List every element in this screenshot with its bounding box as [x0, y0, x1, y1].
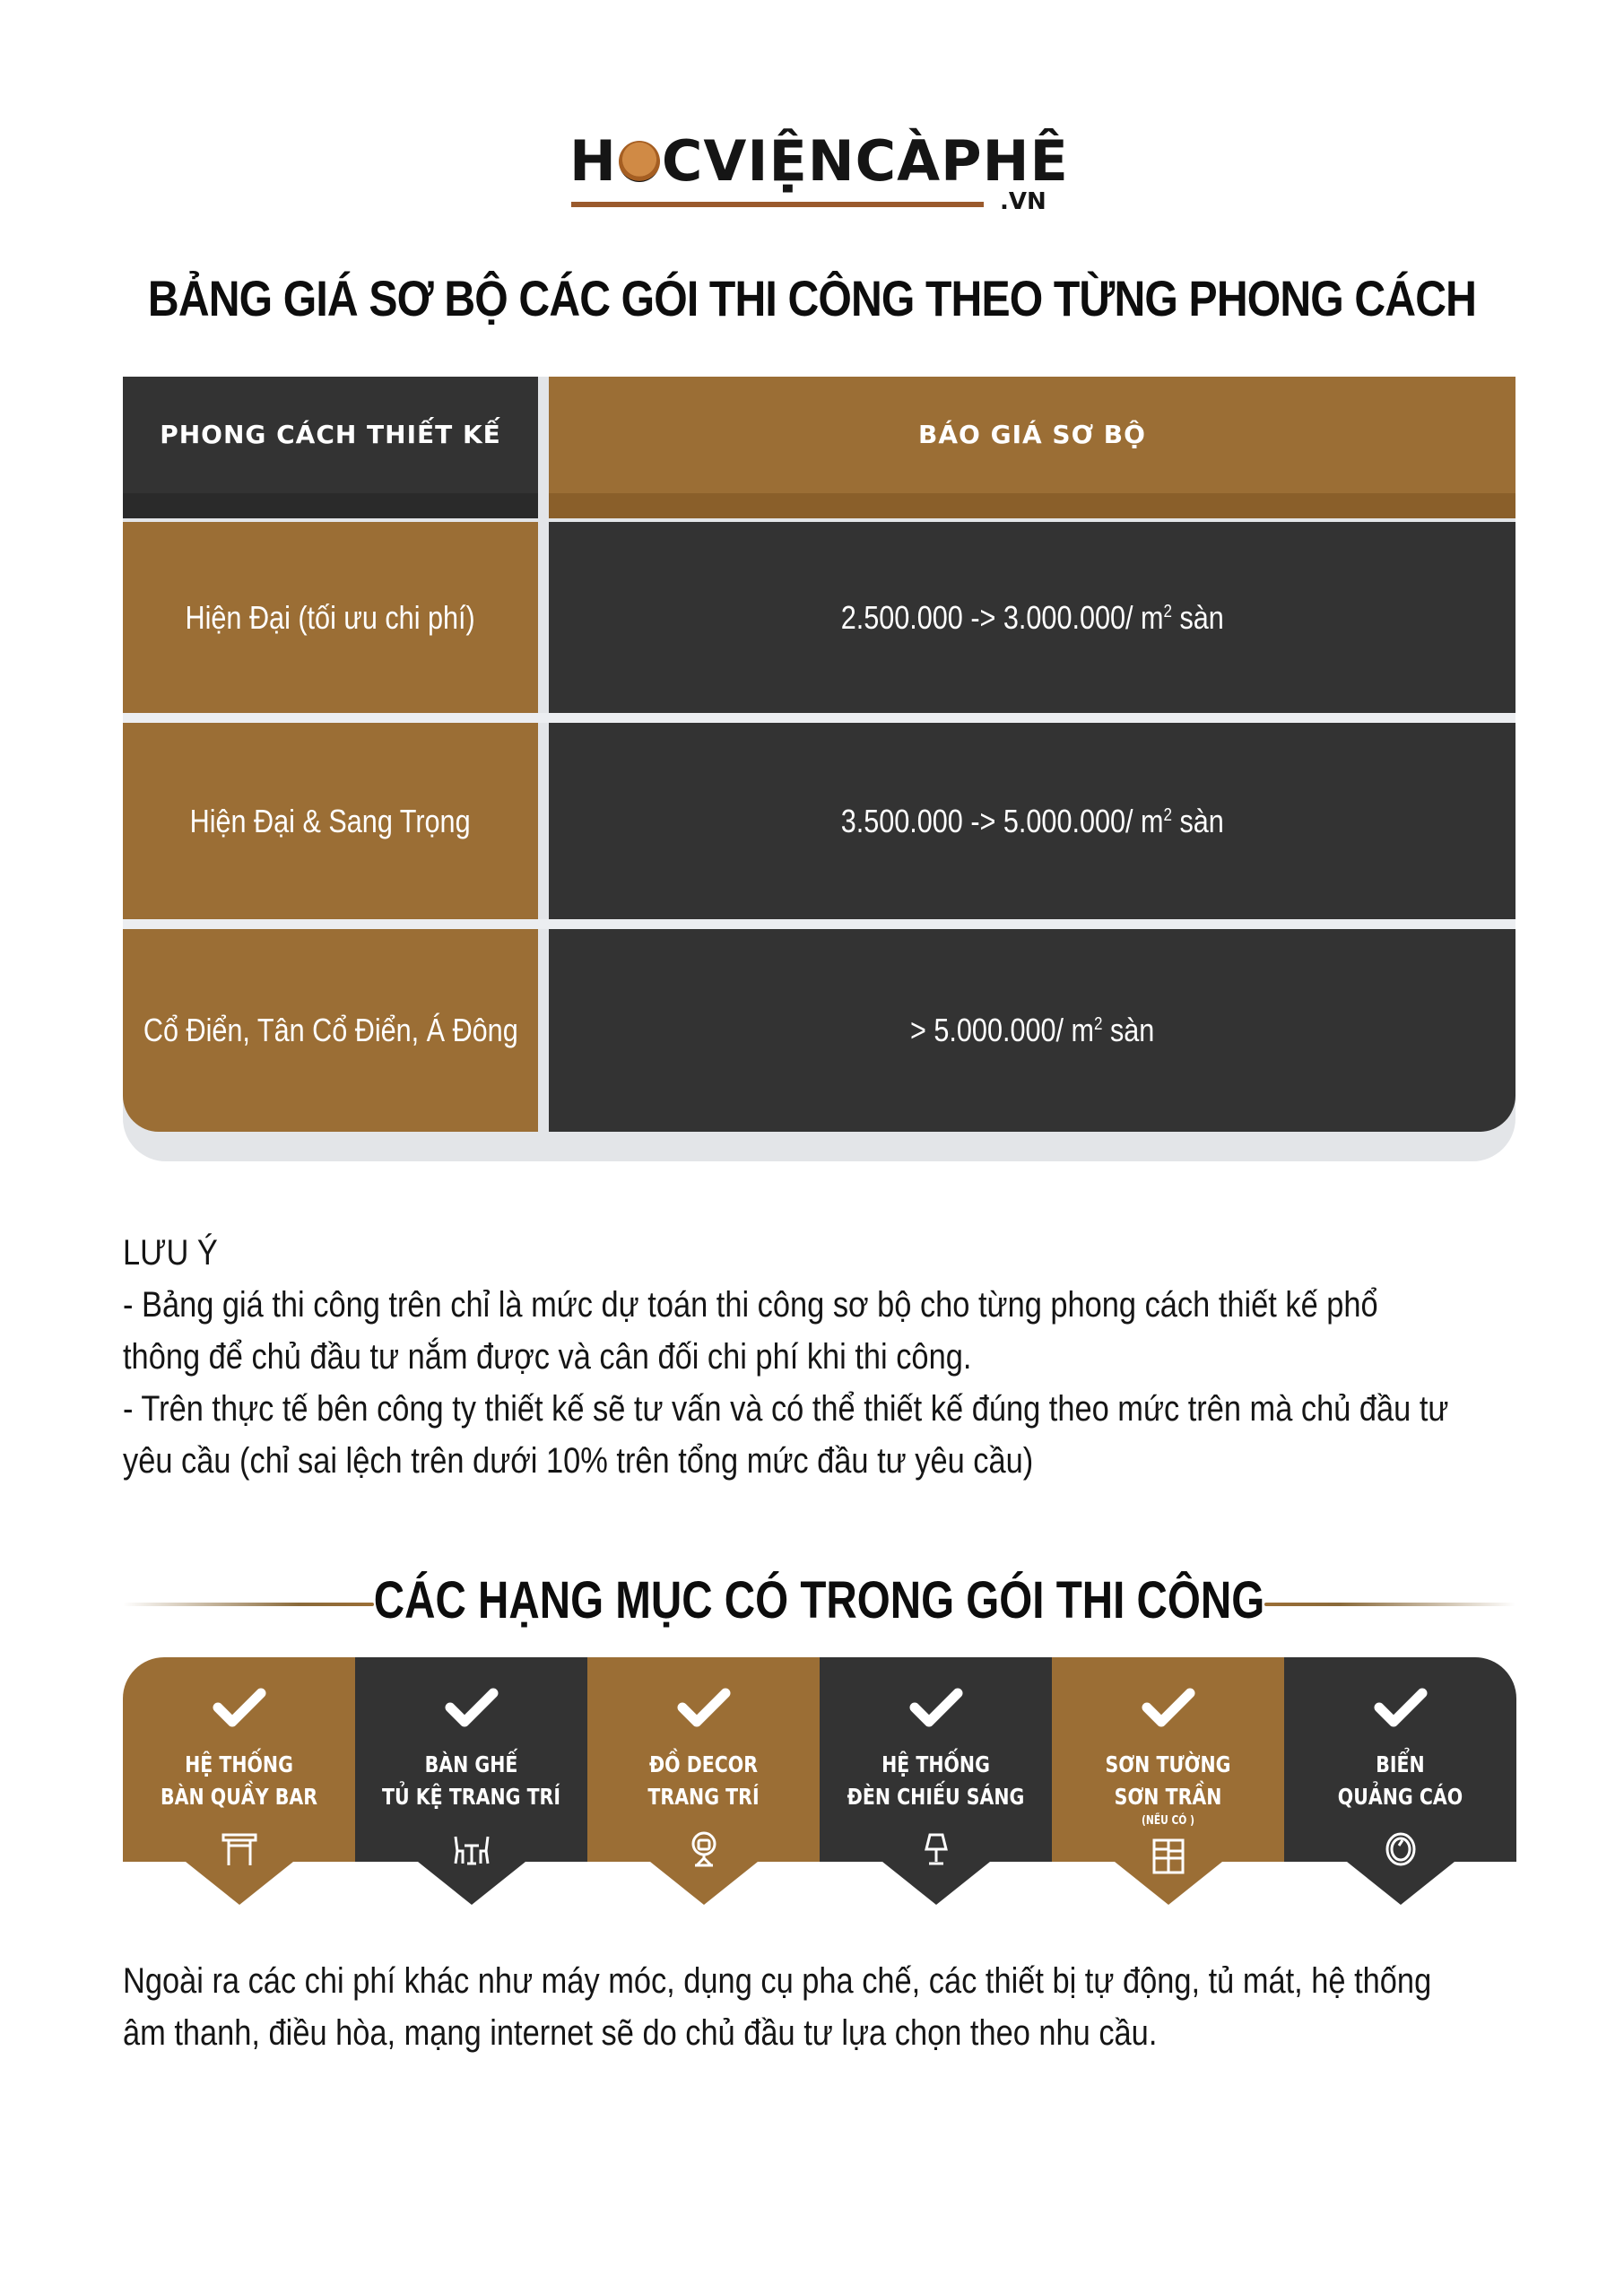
armchair-icon — [684, 1829, 724, 1869]
brand-logo — [569, 126, 1069, 215]
item-label-line1: HỆ THỐNG — [881, 1751, 990, 1777]
footer-line: âm thanh, điều hòa, mạng internet sẽ do chủ đầu tư lựa chọn theo nhu cầu. — [123, 2013, 1158, 2053]
logo-wordmark-rest: CVIỆNCÀPHÊ — [661, 128, 1069, 194]
header-style-label: PHONG CÁCH THIẾT KẾ — [160, 419, 501, 449]
logo-domain-suffix: .VN — [1000, 188, 1046, 215]
table-cell-price — [549, 929, 1515, 1132]
lamp-icon — [916, 1829, 956, 1869]
coffee-cup-icon — [619, 141, 660, 182]
bar-table-icon — [220, 1829, 259, 1869]
row-divider — [123, 919, 1515, 929]
item-label-line1: BIỂN — [1376, 1751, 1425, 1777]
header-price-label: BÁO GIÁ SƠ BỘ — [918, 419, 1146, 449]
price-table — [123, 377, 1515, 1161]
item-label-line2: SƠN TRẦN — [1114, 1784, 1222, 1810]
table-chairs-icon — [452, 1829, 491, 1869]
package-item-decor — [587, 1657, 820, 1908]
style-name: Cổ Điển, Tân Cổ Điển, Á Đông — [143, 1012, 518, 1048]
check-icon — [1142, 1684, 1195, 1729]
item-label-line1: HỆ THỐNG — [185, 1751, 293, 1777]
page-title: BẢNG GIÁ SƠ BỘ CÁC GÓI THI CÔNG THEO TỪNG PHONG CÁCH — [147, 270, 1477, 326]
package-items — [123, 1657, 1515, 1908]
wall-panel-icon — [1149, 1837, 1188, 1876]
check-icon — [909, 1684, 963, 1729]
heading-divider-right — [1264, 1603, 1515, 1606]
table-cell-price — [549, 723, 1515, 919]
section-heading — [123, 1565, 1515, 1637]
logo-letter-h: H — [569, 128, 617, 194]
item-label-line1: BÀN GHẾ — [424, 1751, 518, 1777]
table-cell-style — [123, 522, 538, 713]
table-cell-price — [549, 522, 1515, 713]
notes-line: thông để chủ đầu tư nắm được và cân đối chi phí khi thi công. — [123, 1337, 972, 1377]
item-label-line2: BÀN QUẦY BAR — [161, 1784, 317, 1810]
item-label-line2: TỦ KỆ TRANG TRÍ — [382, 1784, 560, 1810]
notes-line: yêu cầu (chỉ sai lệch trên dưới 10% trên tổng mức đầu tư yêu cầu) — [123, 1441, 1034, 1481]
table-cell-style — [123, 929, 538, 1132]
package-item-painting — [1052, 1657, 1284, 1908]
item-label-line2: ĐÈN CHIẾU SÁNG — [847, 1784, 1025, 1810]
check-icon — [213, 1684, 266, 1729]
item-label-line1: ĐỒ DECOR — [648, 1751, 759, 1777]
package-item-furniture — [355, 1657, 587, 1908]
package-item-lighting — [820, 1657, 1052, 1908]
table-cell-style — [123, 723, 538, 919]
check-icon — [1374, 1684, 1428, 1729]
check-icon — [445, 1684, 499, 1729]
row-divider — [123, 713, 1515, 723]
logo-wordmark — [569, 126, 1069, 197]
price-column — [549, 377, 1515, 1048]
price-value: 3.500.000 -> 5.000.000/ $m^2$ sàn — [840, 802, 1224, 839]
additional-costs-note — [123, 1955, 1522, 2059]
footer-line: Ngoài ra các chi phí khác như máy móc, dụng cụ pha chế, các thiết bị tự động, tủ mát, hệ thống — [123, 1961, 1432, 2001]
item-label-line2: TRANG TRÍ — [647, 1784, 760, 1810]
item-label-line1: SƠN TƯỜNG — [1105, 1751, 1231, 1777]
check-icon — [677, 1684, 731, 1729]
item-label-line2: QUẢNG CÁO — [1337, 1784, 1463, 1810]
sign-mirror-icon — [1381, 1829, 1420, 1869]
package-item-bar-counter — [123, 1657, 355, 1908]
package-item-signage — [1284, 1657, 1516, 1908]
notes-line: - Trên thực tế bên công ty thiết kế sẽ tư vấn và có thể thiết kế đúng theo mức trên mà chủ đầu tư — [123, 1389, 1449, 1429]
price-value: 2.500.000 -> 3.000.000/ $m^2$ sàn — [840, 598, 1224, 636]
notes-block — [123, 1227, 1522, 1487]
style-name: Hiện Đại (tối ưu chi phí) — [185, 598, 476, 636]
notes-heading: LƯU Ý — [123, 1233, 218, 1273]
header-price — [549, 377, 1515, 518]
item-label-note: (NẾU CÓ ) — [1142, 1814, 1194, 1828]
logo-underline — [571, 202, 984, 207]
style-name: Hiện Đại & Sang Trọng — [190, 802, 471, 839]
price-value: > 5.000.000/ $m^2$ sàn — [909, 1012, 1155, 1048]
section-heading-text: CÁC HẠNG MỤC CÓ TRONG GÓI THI CÔNG — [373, 1571, 1265, 1629]
notes-line: - Bảng giá thi công trên chỉ là mức dự toán thi công sơ bộ cho từng phong cách thiết kế phổ — [123, 1285, 1378, 1325]
header-style — [123, 377, 538, 518]
style-column — [123, 377, 538, 1048]
